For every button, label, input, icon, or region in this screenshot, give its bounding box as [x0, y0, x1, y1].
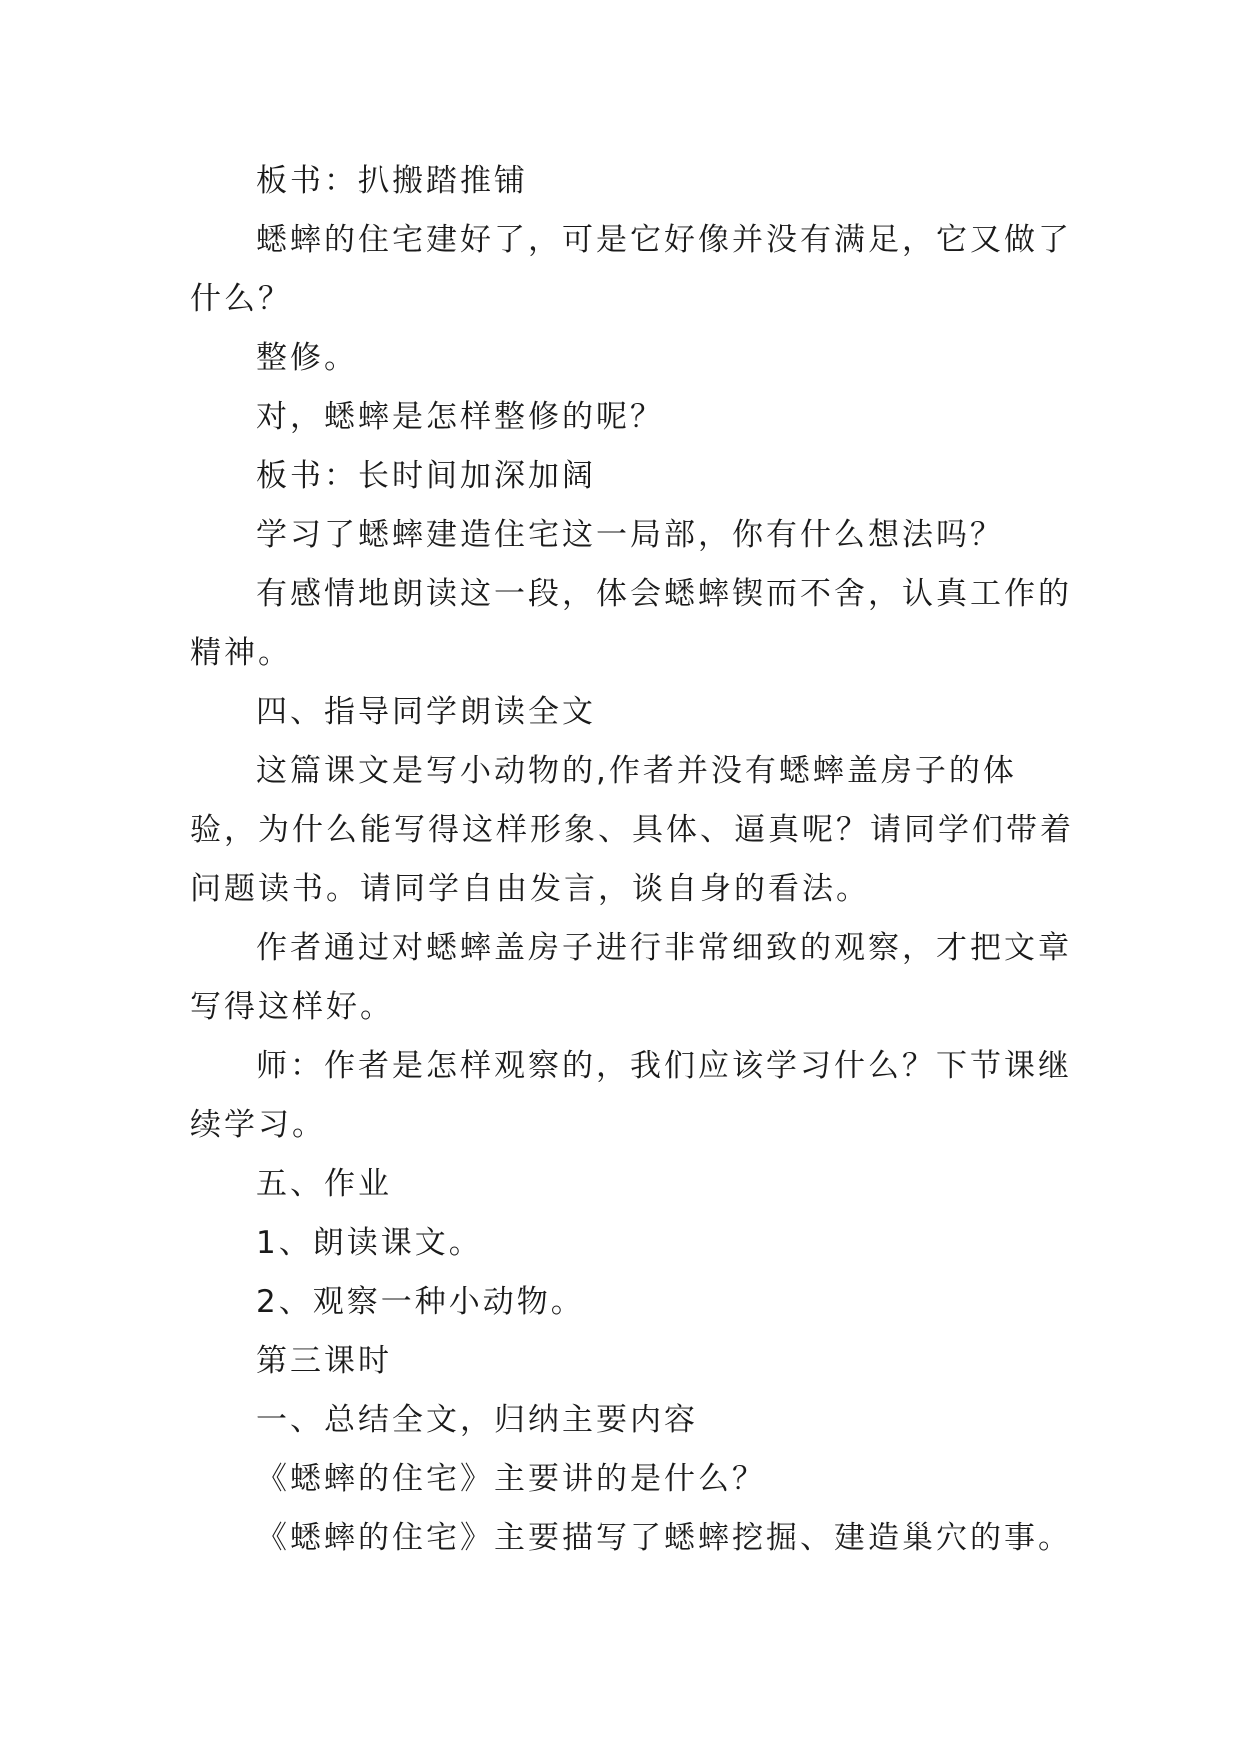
homework-item-2: 2、观察一种小动物。: [256, 1284, 585, 1320]
paragraph-answer-repair: 整修。: [256, 340, 358, 376]
paragraph-read-aloud: 有感情地朗读这一段，体会蟋蟀锲而不舍，认真工作的精神。: [190, 576, 1072, 671]
paragraph-answer-main: 《蟋蟀的住宅》主要描写了蟋蟀挖掘、建造巢穴的事。: [256, 1520, 1072, 1556]
section-heading-four: 四、指导同学朗读全文: [256, 694, 596, 730]
paragraph-teacher: 师：作者是怎样观察的，我们应该学习什么？下节课继续学习。: [190, 1048, 1072, 1143]
paragraph-question-thoughts: 学习了蟋蟀建造住宅这一局部，你有什么想法吗？: [256, 517, 1004, 553]
paragraph-discussion: 这篇课文是写小动物的,作者并没有蟋蟀盖房子的体验，为什么能写得这样形象、具体、逼真呢？请同学们带着问题读书。请同学自由发言，谈自身的看法。: [190, 753, 1074, 907]
paragraph-board-notes-2: 板书：长时间加深加阔: [256, 458, 596, 494]
homework-item-1: 1、朗读课文。: [256, 1225, 483, 1261]
paragraph-question-main: 《蟋蟀的住宅》主要讲的是什么？: [256, 1461, 766, 1497]
document-body: [190, 152, 1075, 1568]
lesson-heading-third: 第三课时: [256, 1343, 392, 1379]
section-heading-five: 五、作业: [256, 1166, 392, 1202]
paragraph-observation: 作者通过对蟋蟀盖房子进行非常细致的观察，才把文章写得这样好。: [190, 930, 1072, 1025]
section-heading-one: 一、总结全文，归纳主要内容: [256, 1402, 698, 1438]
paragraph-question-how-repair: 对，蟋蟀是怎样整修的呢？: [256, 399, 664, 435]
paragraph-board-notes-1: 板书：扒搬踏推铺: [256, 163, 528, 199]
paragraph-question-what-else: 蟋蟀的住宅建好了，可是它好像并没有满足，它又做了什么？: [190, 222, 1072, 317]
